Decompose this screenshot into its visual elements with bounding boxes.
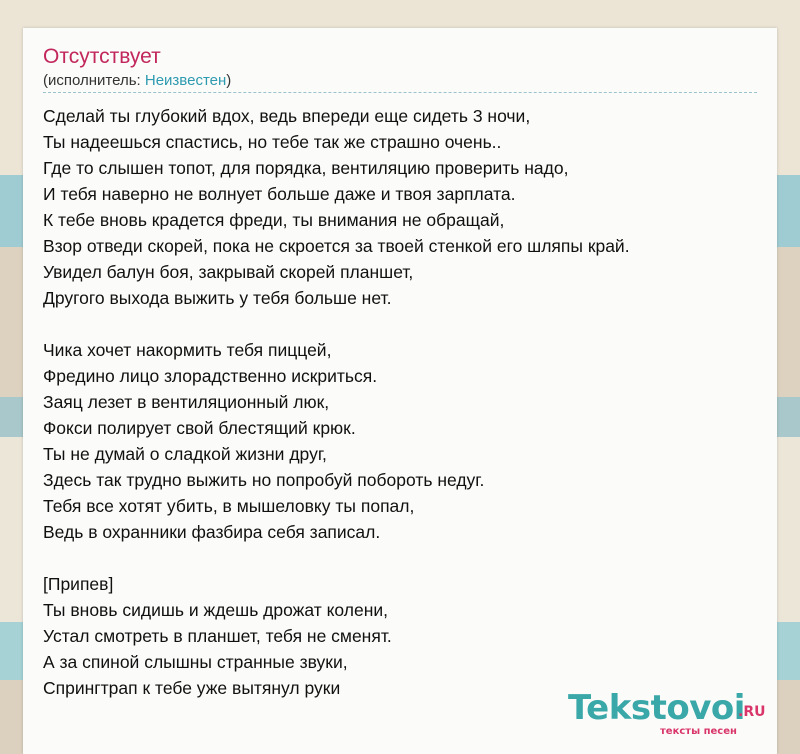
lyric-line: Сделай ты глубокий вдох, ведь впереди еще сидеть 3 ночи, — [43, 106, 531, 126]
logo-tagline: тексты песен — [660, 726, 737, 737]
lyrics-card — [23, 28, 777, 754]
lyric-line: Фокси полирует свой блестящий крюк. — [43, 418, 356, 438]
lyric-line: Фредино лицо злорадственно искриться. — [43, 366, 378, 386]
lyric-line: Заяц лезет в вентиляционный люк, — [43, 392, 330, 412]
lyric-line: Ты надеешься спастись, но тебе так же страшно очень.. — [43, 132, 502, 152]
stanza-2 — [43, 337, 763, 545]
logo-wordmark: Tekstovoi — [568, 688, 745, 728]
lyric-line: Ты не думай о сладкой жизни друг, — [43, 444, 327, 464]
site-logo[interactable] — [568, 688, 778, 738]
lyric-line: Взор отведи скорей, пока не скроется за твоей стенкой его шляпы край. — [43, 236, 630, 256]
artist-line — [43, 72, 231, 89]
lyric-line: А за спиной слышны странные звуки, — [43, 652, 348, 672]
lyrics-body — [43, 103, 766, 727]
lyric-line: Ты вновь сидишь и ждешь дрожат колени, — [43, 600, 389, 620]
lyric-line: Устал смотреть в планшет, тебя не сменят. — [43, 626, 392, 646]
title-divider — [43, 92, 757, 93]
artist-prefix: (исполнитель: — [43, 72, 145, 89]
stanza-3 — [43, 571, 763, 701]
lyric-line: И тебя наверно не волнует больше даже и твоя зарплата. — [43, 184, 516, 204]
logo-tld: .RU — [738, 704, 766, 720]
lyric-line: Где то слышен топот, для порядка, вентиляцию проверить надо, — [43, 158, 569, 178]
lyric-line: Чика хочет накормить тебя пиццей, — [43, 340, 332, 360]
stanza-1 — [43, 103, 763, 311]
lyric-line: Здесь так трудно выжить но попробуй побороть недуг. — [43, 470, 485, 490]
lyric-line: Увидел балун боя, закрывай скорей планшет, — [43, 262, 414, 282]
lyric-line: Тебя все хотят убить, в мышеловку ты попал, — [43, 496, 415, 516]
lyric-line: Ведь в охранники фазбира себя записал. — [43, 522, 381, 542]
artist-link[interactable]: Неизвестен — [144, 72, 227, 89]
song-title: Отсутствует — [43, 45, 161, 68]
lyric-line: [Припев] — [43, 574, 114, 594]
lyric-line: Спрингтрап к тебе уже вытянул руки — [43, 678, 341, 698]
artist-suffix: ) — [226, 72, 232, 89]
lyric-line: Другого выхода выжить у тебя больше нет. — [43, 288, 392, 308]
lyric-line: К тебе вновь крадется фреди, ты внимания не обращай, — [43, 210, 505, 230]
